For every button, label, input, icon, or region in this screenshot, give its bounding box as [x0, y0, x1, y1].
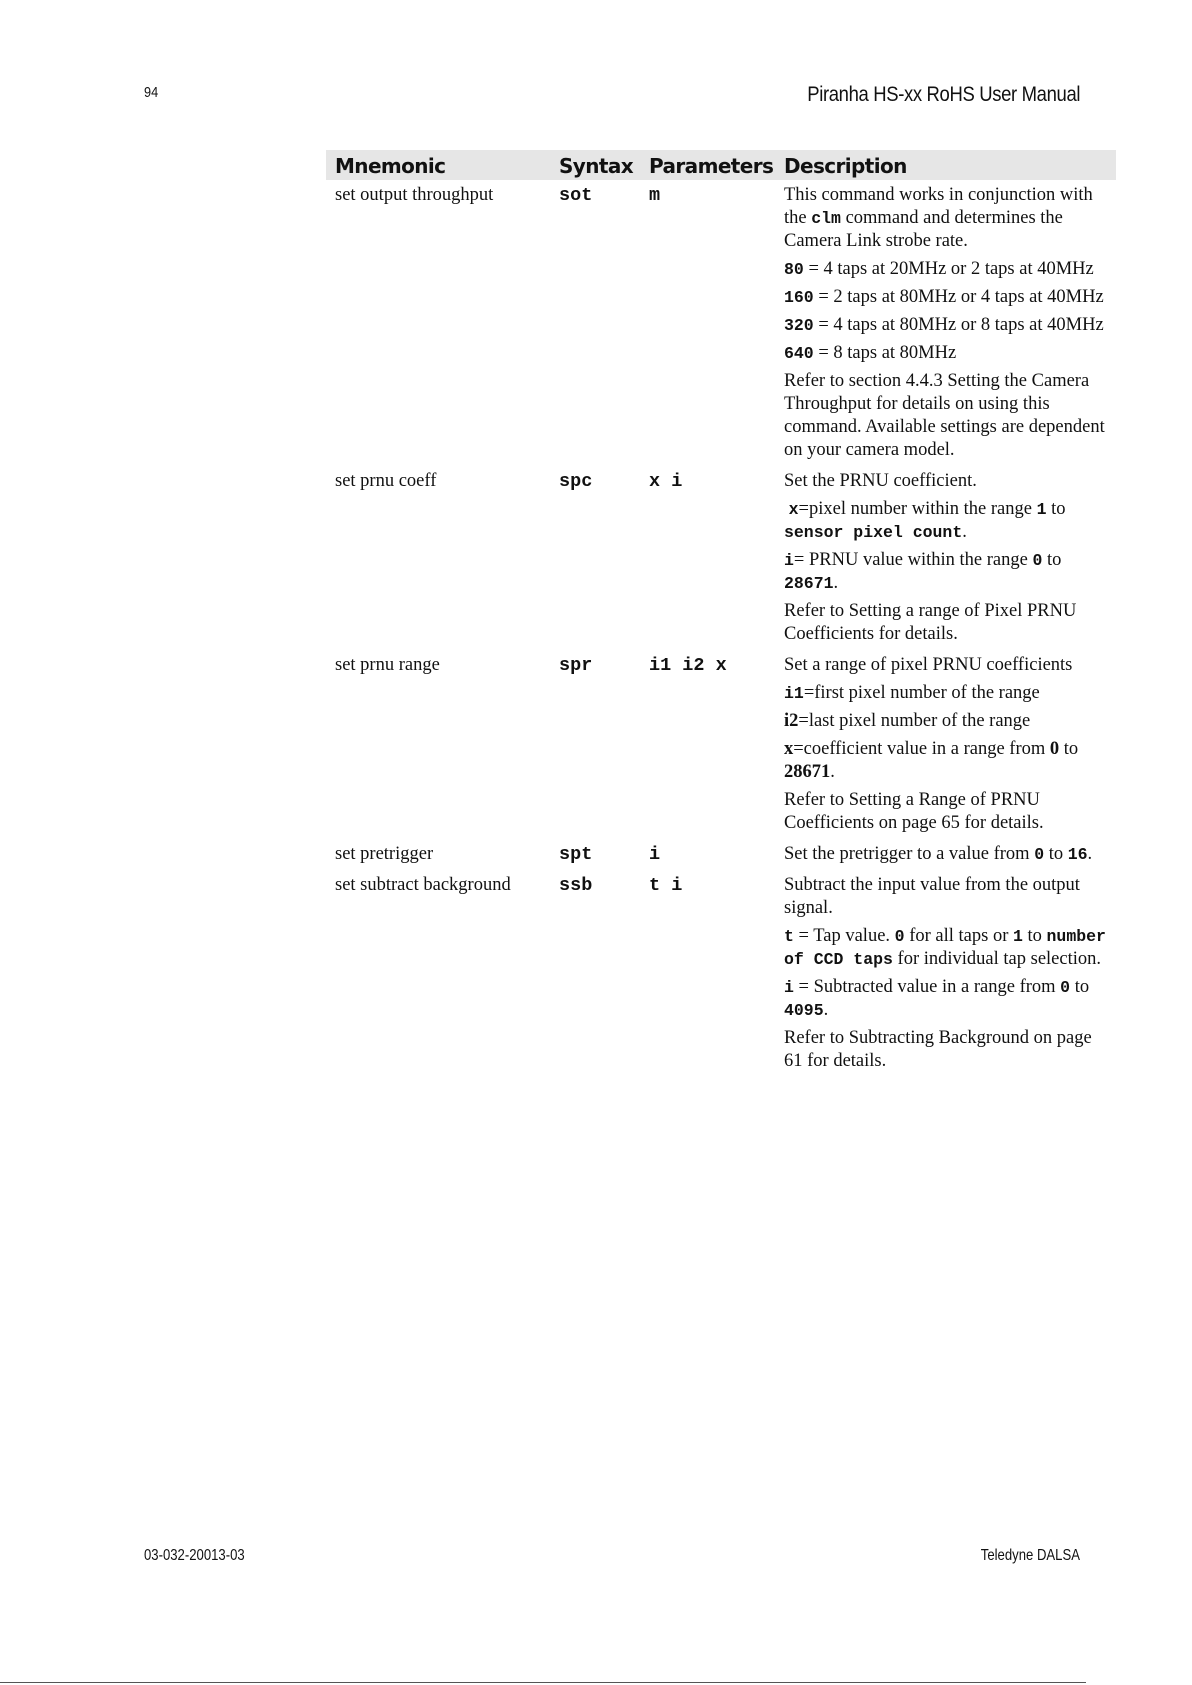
manual-title: Piranha HS-xx RoHS User Manual: [807, 83, 1080, 106]
parameters-cell: t i: [649, 875, 683, 896]
parameters-cell: i1 i2 x: [649, 655, 727, 676]
parameters-cell: x i: [649, 471, 683, 492]
parameters-cell: m: [649, 185, 661, 206]
column-header-description: Description: [775, 150, 1116, 180]
syntax-cell: spc: [559, 471, 593, 492]
option-160: 160 = 2 taps at 80MHz or 4 taps at 40MHz: [784, 287, 1104, 307]
column-header-syntax: Syntax: [550, 150, 640, 180]
param-x-text: x=pixel number within the range 1 to sensor pixel count.: [784, 499, 1066, 542]
description-text: Subtract the input value from the output signal.: [784, 875, 1080, 918]
param-t-text: t = Tap value. 0 for all taps or 1 to number of CCD taps for individual tap selection.: [784, 926, 1106, 969]
param-i-text: i= PRNU value within the range 0 to 28671.: [784, 550, 1062, 593]
document-number: 03-032-20013-03: [144, 1547, 245, 1564]
description-cell: [775, 839, 1116, 870]
parameters-cell: i: [649, 844, 661, 865]
company-name: Teledyne DALSA: [980, 1547, 1080, 1564]
command-table: [326, 150, 1116, 1077]
column-header-mnemonic: Mnemonic: [326, 150, 550, 180]
option-80: 80 = 4 taps at 20MHz or 2 taps at 40MHz: [784, 259, 1094, 279]
syntax-cell: spr: [559, 655, 593, 676]
table-row: [326, 839, 1116, 870]
param-x-text: x=coefficient value in a range from 0 to 28671.: [784, 739, 1079, 782]
param-i1-text: i1=first pixel number of the range: [784, 683, 1040, 703]
description-text: Set a range of pixel PRNU coefficients: [784, 655, 1073, 675]
syntax-cell: sot: [559, 185, 593, 206]
mnemonic-cell: set prnu range: [335, 655, 440, 675]
table-row: [326, 650, 1116, 839]
option-320: 320 = 4 taps at 80MHz or 8 taps at 40MHz: [784, 315, 1104, 335]
description-cell: [775, 870, 1116, 1077]
description-cell: [775, 466, 1116, 650]
description-text: Set the pretrigger to a value from 0 to 16.: [784, 844, 1093, 864]
table-row: [326, 870, 1116, 1077]
param-i2-text: i2=last pixel number of the range: [784, 711, 1031, 731]
column-header-parameters: Parameters: [640, 150, 775, 180]
syntax-cell: spt: [559, 844, 593, 865]
description-cell: [775, 180, 1116, 466]
page-bottom-rule: [0, 1682, 1086, 1683]
param-i-text: i = Subtracted value in a range from 0 to 4095.: [784, 977, 1090, 1020]
reference-text: Refer to Subtracting Background on page 61 for details.: [784, 1028, 1092, 1071]
table-row: [326, 180, 1116, 466]
mnemonic-cell: set prnu coeff: [335, 471, 437, 491]
mnemonic-cell: set pretrigger: [335, 844, 434, 864]
description-text: Set the PRNU coefficient.: [784, 471, 977, 491]
description-cell: [775, 650, 1116, 839]
description-text: This command works in conjunction with the clm command and determines the Camera Link strobe rate.: [784, 185, 1093, 251]
table-header-row: [326, 150, 1116, 180]
table-row: [326, 466, 1116, 650]
mnemonic-cell: set output throughput: [335, 185, 494, 205]
page-number: 94: [144, 84, 159, 101]
reference-text: Refer to Setting a Range of PRNU Coefficients on page 65 for details.: [784, 790, 1044, 833]
reference-text: Refer to section 4.4.3 Setting the Camera Throughput for details on using this command. Available settings are dependent on your camera model.: [784, 371, 1105, 460]
option-640: 640 = 8 taps at 80MHz: [784, 343, 957, 363]
reference-text: Refer to Setting a range of Pixel PRNU Coefficients for details.: [784, 601, 1077, 644]
syntax-cell: ssb: [559, 875, 593, 896]
mnemonic-cell: set subtract background: [335, 875, 511, 895]
